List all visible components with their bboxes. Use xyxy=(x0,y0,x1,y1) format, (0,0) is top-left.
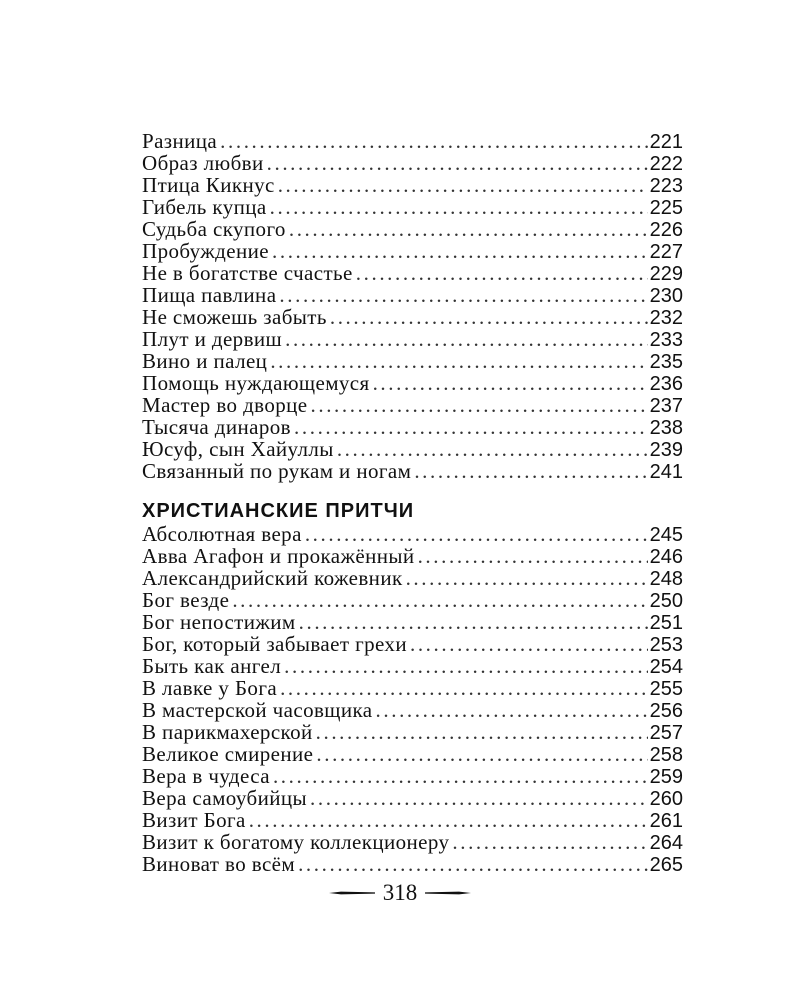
toc-entry-title: Разница xyxy=(142,129,218,153)
toc-entry-page: 221 xyxy=(649,131,683,153)
toc-entry-page: 227 xyxy=(649,241,683,263)
toc-entry-title: Образ любви xyxy=(142,151,264,175)
toc-entry-page: 250 xyxy=(649,590,683,612)
toc-entry-page: 235 xyxy=(649,351,683,373)
toc-entry-page: 245 xyxy=(649,524,683,546)
dot-leader xyxy=(298,853,648,875)
toc-entry-page: 255 xyxy=(649,678,683,700)
ornament-right-icon xyxy=(423,889,473,897)
toc-entry-title: Пища павлина xyxy=(142,283,277,307)
dot-leader xyxy=(285,328,648,350)
toc-entry xyxy=(142,394,683,416)
dot-leader xyxy=(330,306,648,328)
toc-entry-page: 229 xyxy=(649,263,683,285)
toc-entry-page: 258 xyxy=(649,744,683,766)
toc-entry xyxy=(142,284,683,306)
dot-leader xyxy=(337,438,648,460)
dot-leader xyxy=(294,416,648,438)
dot-leader xyxy=(284,655,647,677)
page-footer xyxy=(0,880,800,906)
toc-entry-page: 254 xyxy=(649,656,683,678)
dot-leader xyxy=(272,240,648,262)
toc-entry-title: Бог, который забывает грехи xyxy=(142,632,407,656)
toc-entry-title: В лавке у Бога xyxy=(142,676,278,700)
toc-entry xyxy=(142,152,683,174)
toc-entry-page: 251 xyxy=(649,612,683,634)
toc-entry-title: Вера в чудеса xyxy=(142,764,270,788)
dot-leader xyxy=(356,262,648,284)
toc-entry-title: Великое смирение xyxy=(142,742,314,766)
toc-entry-title: Абсолютная вера xyxy=(142,522,302,546)
toc-entry-title: Вино и палец xyxy=(142,349,268,373)
toc-entry-title: Бог везде xyxy=(142,588,230,612)
toc-entry-page: 248 xyxy=(649,568,683,590)
toc-entry-title: Быть как ангел xyxy=(142,654,282,678)
toc-entry xyxy=(142,655,683,677)
toc-entry xyxy=(142,416,683,438)
toc-entry-title: Виноват во всём xyxy=(142,852,296,876)
toc-entry-title: Вера самоубийцы xyxy=(142,786,308,810)
toc-entry xyxy=(142,611,683,633)
dot-leader xyxy=(273,765,648,787)
toc-entry xyxy=(142,743,683,765)
dot-leader xyxy=(249,809,648,831)
toc-entry-page: 257 xyxy=(649,722,683,744)
page-number: 318 xyxy=(382,880,418,905)
dot-leader xyxy=(220,130,647,152)
dot-leader xyxy=(280,677,648,699)
toc-entry-page: 246 xyxy=(649,546,683,568)
toc-entry-page: 226 xyxy=(649,219,683,241)
toc-entry-title: Тысяча динаров xyxy=(142,415,292,439)
toc-entry-page: 253 xyxy=(649,634,683,656)
toc-entry-title: Помощь нуждающемуся xyxy=(142,371,370,395)
toc-entry xyxy=(142,240,683,262)
toc-entry-title: Юсуф, сын Хайуллы xyxy=(142,437,334,461)
toc-entry xyxy=(142,545,683,567)
dot-leader xyxy=(289,218,648,240)
toc-entry-page: 232 xyxy=(649,307,683,329)
toc-entry-page: 237 xyxy=(649,395,683,417)
dot-leader xyxy=(414,460,647,482)
toc-entry xyxy=(142,809,683,831)
toc-entry-title: Связанный по рукам и ногам xyxy=(142,459,412,483)
dot-leader xyxy=(418,545,648,567)
toc-entry xyxy=(142,372,683,394)
toc-entry-page: 239 xyxy=(649,439,683,461)
toc-entry-title: Птица Кикнус xyxy=(142,173,275,197)
toc-entry xyxy=(142,196,683,218)
toc-entry xyxy=(142,831,683,853)
toc-entry xyxy=(142,787,683,809)
toc-entry xyxy=(142,633,683,655)
dot-leader xyxy=(305,523,648,545)
dot-leader xyxy=(270,350,647,372)
dot-leader xyxy=(316,743,647,765)
section-heading: ХРИСТИАНСКИЕ ПРИТЧИ xyxy=(142,500,415,522)
toc-entry xyxy=(142,589,683,611)
toc-entry-title: В парикмахерской xyxy=(142,720,313,744)
toc-section-1 xyxy=(142,130,683,482)
toc-section-2 xyxy=(142,523,683,875)
toc-entry xyxy=(142,306,683,328)
toc-entry-title: В мастерской часовщика xyxy=(142,698,373,722)
toc-entry-title: Не в богатстве счастье xyxy=(142,261,353,285)
toc-entry-title: Не сможешь забыть xyxy=(142,305,327,329)
toc-entry-page: 264 xyxy=(649,832,683,854)
dot-leader xyxy=(406,567,648,589)
toc-entry-title: Плут и дервиш xyxy=(142,327,283,351)
dot-leader xyxy=(311,394,648,416)
toc-entry-page: 230 xyxy=(649,285,683,307)
dot-leader xyxy=(270,196,648,218)
toc-entry xyxy=(142,218,683,240)
toc-entry xyxy=(142,567,683,589)
toc-entry-page: 259 xyxy=(649,766,683,788)
toc-entry-title: Визит к богатому коллекционеру xyxy=(142,830,450,854)
toc-entry-page: 265 xyxy=(649,854,683,876)
toc-entry-title: Пробуждение xyxy=(142,239,269,263)
ornament-left-icon xyxy=(327,889,377,897)
toc-entry xyxy=(142,350,683,372)
toc-entry xyxy=(142,677,683,699)
dot-leader xyxy=(376,699,648,721)
toc-entry xyxy=(142,765,683,787)
dot-leader xyxy=(278,174,648,196)
dot-leader xyxy=(452,831,647,853)
toc-entry xyxy=(142,174,683,196)
toc-entry-title: Мастер во дворце xyxy=(142,393,308,417)
toc-entry xyxy=(142,699,683,721)
toc-entry-page: 236 xyxy=(649,373,683,395)
table-of-contents xyxy=(142,130,683,875)
toc-entry-title: Александрийский кожевник xyxy=(142,566,403,590)
toc-entry-page: 241 xyxy=(649,461,683,483)
toc-entry xyxy=(142,523,683,545)
dot-leader xyxy=(299,611,648,633)
toc-entry-page: 233 xyxy=(649,329,683,351)
toc-entry xyxy=(142,438,683,460)
toc-entry-title: Авва Агафон и прокажённый xyxy=(142,544,415,568)
toc-entry-title: Бог непостижим xyxy=(142,610,296,634)
dot-leader xyxy=(267,152,648,174)
toc-entry xyxy=(142,130,683,152)
toc-entry xyxy=(142,262,683,284)
toc-entry xyxy=(142,853,683,875)
toc-entry-page: 225 xyxy=(649,197,683,219)
toc-entry-page: 261 xyxy=(649,810,683,832)
toc-entry xyxy=(142,721,683,743)
toc-entry-page: 260 xyxy=(649,788,683,810)
dot-leader xyxy=(410,633,648,655)
dot-leader xyxy=(279,284,647,306)
toc-entry xyxy=(142,460,683,482)
toc-entry-title: Гибель купца xyxy=(142,195,267,219)
toc-entry-title: Визит Бога xyxy=(142,808,246,832)
dot-leader xyxy=(373,372,648,394)
dot-leader xyxy=(310,787,648,809)
toc-entry-page: 238 xyxy=(649,417,683,439)
toc-entry-title: Судьба скупого xyxy=(142,217,286,241)
toc-entry xyxy=(142,328,683,350)
toc-entry-page: 222 xyxy=(649,153,683,175)
dot-leader xyxy=(232,589,647,611)
toc-entry-page: 256 xyxy=(649,700,683,722)
toc-entry-page: 223 xyxy=(649,175,683,197)
dot-leader xyxy=(316,721,648,743)
